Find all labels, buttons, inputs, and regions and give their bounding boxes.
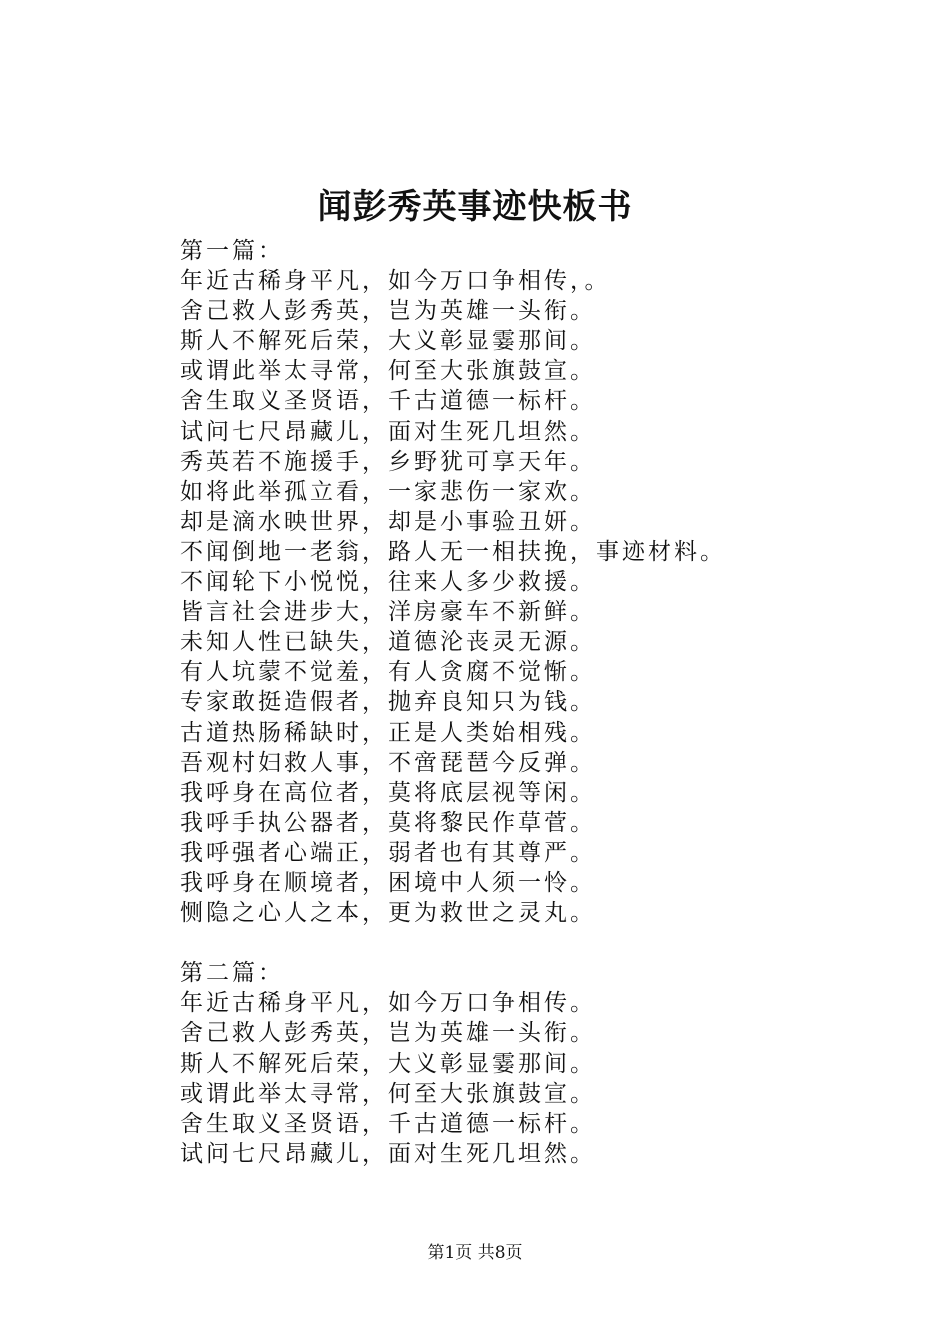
text-line: 年近古稀身平凡，如今万口争相传，。	[180, 268, 611, 295]
text-line: 舍己救人彭秀英，岂为英雄一头衔。	[180, 298, 596, 325]
text-line: 不闻轮下小悦悦，往来人多少救援。	[180, 569, 596, 596]
text-line: 我呼强者心端正，弱者也有其尊严。	[180, 839, 596, 866]
text-line: 或谓此举太寻常，何至大张旗鼓宣。	[180, 358, 596, 385]
document-title: 闻彭秀英事迹快板书	[317, 187, 633, 227]
text-line: 吾观村妇救人事，不啻琵琶今反弹。	[180, 749, 596, 776]
page-number-footer: 第1页 共8页	[427, 1243, 523, 1263]
text-line: 舍生取义圣贤语，千古道德一标杆。	[180, 388, 596, 415]
section-heading: 第一篇：	[180, 238, 284, 264]
text-line: 我呼身在高位者，莫将底层视等闲。	[180, 779, 596, 806]
text-line: 未知人性已缺失，道德沦丧灵无源。	[180, 629, 596, 656]
text-line: 古道热肠稀缺时，正是人类始相残。	[180, 719, 596, 746]
text-line: 或谓此举太寻常，何至大张旗鼓宣。	[180, 1080, 596, 1107]
paragraph-spacer	[180, 928, 920, 958]
text-line: 斯人不解死后荣，大义彰显霎那间。	[180, 1050, 596, 1077]
text-line: 专家敢挺造假者，抛弃良知只为钱。	[180, 689, 596, 716]
text-line: 秀英若不施援手，乡野犹可享天年。	[180, 448, 596, 475]
text-line: 试问七尺昂藏儿，面对生死几坦然。	[180, 418, 596, 445]
text-line: 有人坑蒙不觉羞，有人贪腐不觉惭。	[180, 659, 596, 686]
text-line: 我呼手执公器者，莫将黎民作草菅。	[180, 809, 596, 836]
document-body	[180, 236, 920, 1169]
text-line: 如将此举孤立看，一家悲伤一家欢。	[180, 478, 596, 505]
text-line: 不闻倒地一老翁，路人无一相扶挽，事迹材料。	[180, 538, 726, 565]
text-line: 舍己救人彭秀英，岂为英雄一头衔。	[180, 1020, 596, 1047]
section-heading: 第二篇：	[180, 960, 284, 987]
text-line: 皆言社会进步大，洋房豪车不新鲜。	[180, 599, 596, 626]
text-line: 我呼身在顺境者，困境中人须一怜。	[180, 869, 596, 896]
text-line: 恻隐之心人之本，更为救世之灵丸。	[180, 900, 596, 927]
text-line: 却是滴水映世界，却是小事验丑妍。	[180, 508, 596, 535]
text-line: 斯人不解死后荣，大义彰显霎那间。	[180, 328, 596, 355]
text-line: 舍生取义圣贤语，千古道德一标杆。	[180, 1110, 596, 1137]
text-line: 年近古稀身平凡，如今万口争相传。	[180, 990, 596, 1017]
text-line: 试问七尺昂藏儿，面对生死几坦然。	[180, 1140, 596, 1167]
